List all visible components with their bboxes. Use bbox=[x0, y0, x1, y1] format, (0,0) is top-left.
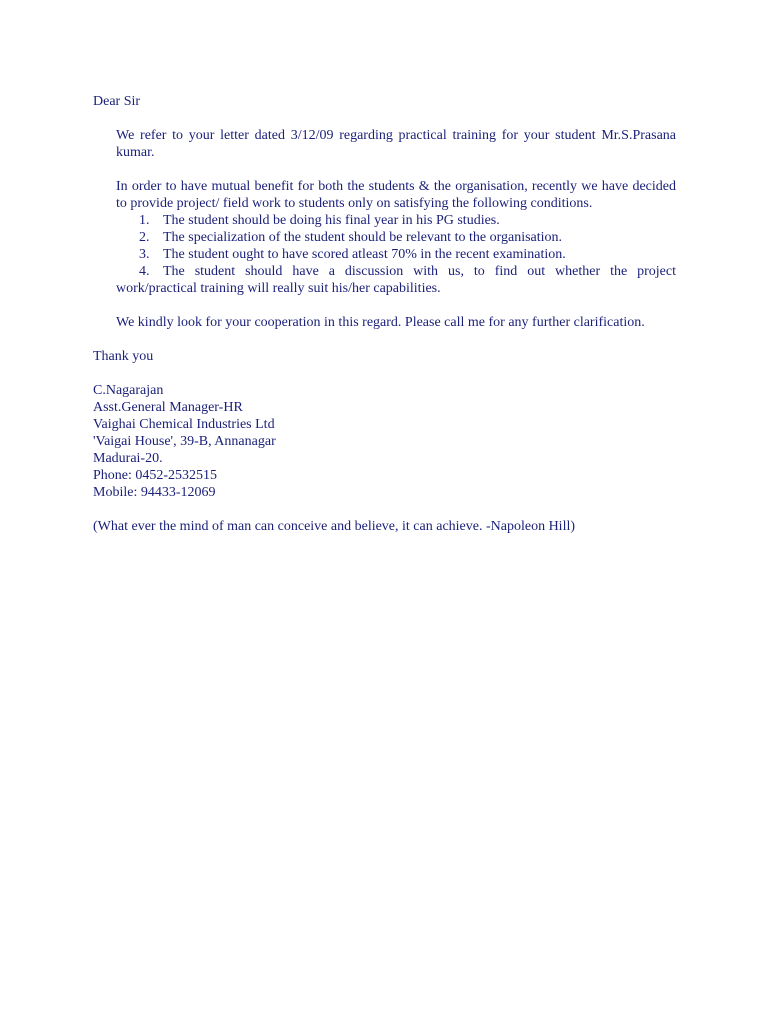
condition-item bbox=[116, 229, 676, 246]
closing-quote: (What ever the mind of man can conceive and believe, it can achieve. -Napoleon Hill) bbox=[93, 519, 576, 534]
signer-name: C.Nagarajan bbox=[93, 383, 164, 398]
closing: Thank you bbox=[93, 349, 154, 364]
paragraph-conditions-intro: In order to have mutual benefit for both the students & the organisation, recently we have decided to provide project/ field work to students only on satisfying the following conditions. bbox=[116, 179, 676, 211]
condition-number: 2. bbox=[139, 230, 150, 245]
condition-item bbox=[116, 246, 676, 263]
condition-text: The student should be doing his final year in his PG studies. bbox=[163, 213, 500, 228]
signer-company: Vaighai Chemical Industries Ltd bbox=[93, 417, 275, 432]
signer-title: Asst.General Manager-HR bbox=[93, 400, 243, 415]
signer-mobile: Mobile: 94433-12069 bbox=[93, 485, 216, 500]
condition-item bbox=[116, 263, 676, 297]
condition-number: 3. bbox=[139, 247, 150, 262]
signature-block bbox=[93, 382, 676, 501]
signer-address-line-2: Madurai-20. bbox=[93, 451, 163, 466]
signer-address-line-1: 'Vaigai House', 39-B, Annanagar bbox=[93, 434, 276, 449]
letter-body bbox=[93, 93, 676, 535]
paragraph-reference: We refer to your letter dated 3/12/09 regarding practical training for your student Mr.S.Prasana kumar. bbox=[116, 128, 676, 160]
condition-number: 4. bbox=[139, 264, 150, 279]
salutation: Dear Sir bbox=[93, 94, 141, 109]
condition-text: The student ought to have scored atleast 70% in the recent examination. bbox=[163, 247, 566, 262]
condition-text: The student should have a discussion with us, to find out whether the project work/practical training will really suit his/her capabilities. bbox=[116, 264, 676, 296]
signer-phone: Phone: 0452-2532515 bbox=[93, 468, 218, 483]
paragraph-cooperation: We kindly look for your cooperation in this regard. Please call me for any further clarification. bbox=[116, 315, 645, 330]
conditions-list bbox=[116, 212, 676, 297]
condition-item bbox=[116, 212, 676, 229]
condition-text: The specialization of the student should be relevant to the organisation. bbox=[163, 230, 563, 245]
condition-number: 1. bbox=[139, 213, 150, 228]
